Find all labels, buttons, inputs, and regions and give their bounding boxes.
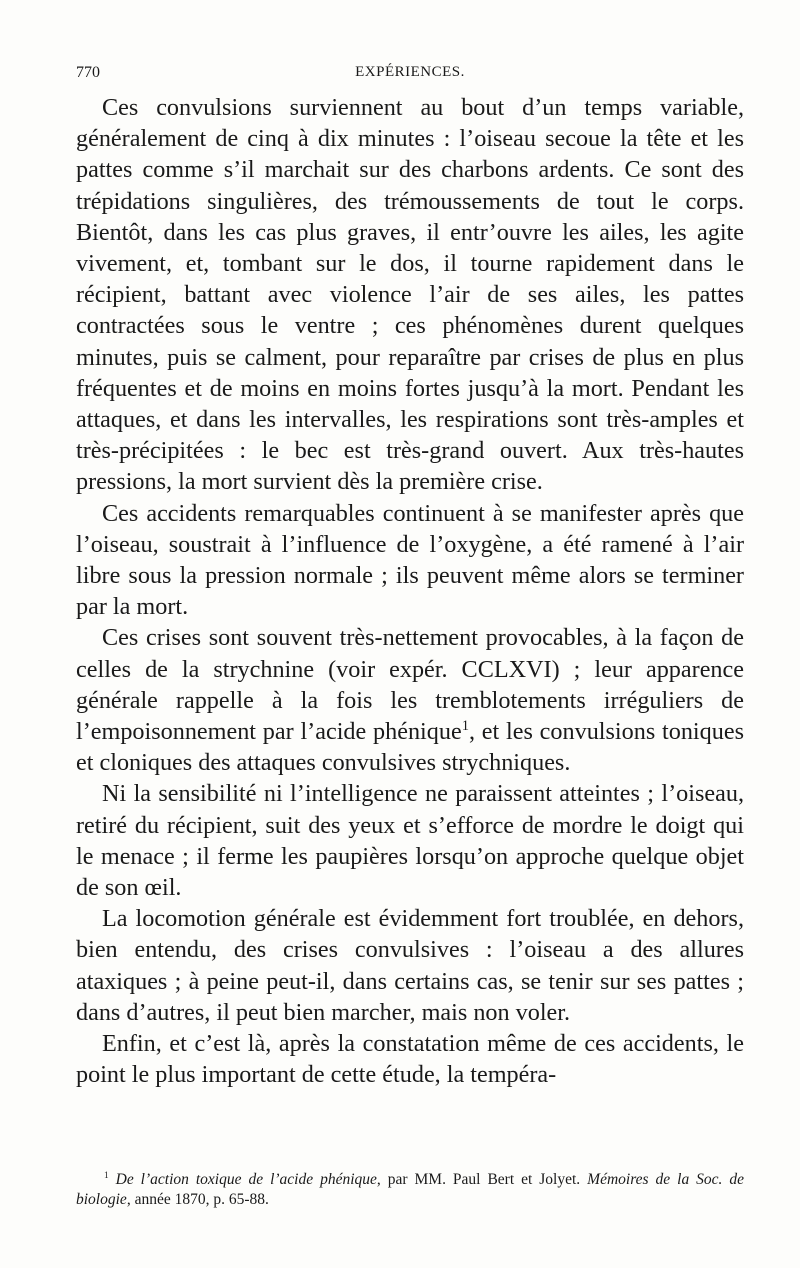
footnote-journal: Mémoires de la Soc. de biologie bbox=[76, 1171, 745, 1208]
footnote-reference: 1 bbox=[461, 718, 469, 734]
footnote-title: De l’action toxique de l’acide phénique bbox=[115, 1171, 377, 1188]
footnote-details: , année 1870, p. 65-88. bbox=[126, 1191, 269, 1208]
paragraph-sensibilite: Ni la sensibilité ni l’intelligence ne paraissent atteintes ; l’oiseau, retiré du récipient, suit des yeux et s’efforce de mordre le doigt qui le menace ; il ferme les paupières lorsqu’on approche quelque objet de son œil. bbox=[76, 780, 744, 902]
paragraph-convulsions: Ces convulsions surviennent au bout d’un temps variable, généralement de cinq à dix minutes : l’oiseau secoue la tête et les pattes comme s’il marchait sur des charbons ardents. Ce sont des trépidations singulières, des trémoussements de tout le corps. Bientôt, dans les cas plus graves, il entr’ouvre les ailes, les agite vivement, et, tombant sur le dos, il tourne rapidement dans le récipient, battant avec violence l’air de ses ailes, les pattes contractées sous le ventre ; ces phénomènes durent quelques minutes, puis se calment, pour reparaître par crises de plus en plus fréquentes et de moins en moins fortes jusqu’à la mort. Pendant les attaques, et dans les intervalles, les respirations sont très-amples et très-précipitées : le bec est très-grand ouvert. Aux très-hautes pressions, la mort survient dès la première crise. bbox=[76, 94, 744, 496]
paragraph-strychnine-text: Ces crises sont souvent très-nettement provocables, à la façon de celles de la strychnine (voir expér. CCLXVI) ; leur apparence générale rappelle à la fois les tremblotements irréguliers de l’empoisonnement par l’acide phénique bbox=[76, 624, 744, 746]
paragraph-temperature: Enfin, et c’est là, après la constatation même de ces accidents, le point le plus important de cette étude, la tempéra- bbox=[76, 1030, 744, 1089]
paragraph-locomotion: La locomotion générale est évidemment fort troublée, en dehors, bien entendu, des crises convulsives : l’oiseau a des allures ataxiques ; à peine peut-il, dans certains cas, se tenir sur ses pattes ; dans d’autres, il peut bien marcher, mais non voler. bbox=[76, 905, 744, 1026]
page-number: 770 bbox=[76, 64, 100, 81]
paragraph-strychnine bbox=[76, 622, 744, 778]
page-header bbox=[76, 64, 744, 88]
footnote-text bbox=[76, 1170, 744, 1210]
body-text bbox=[76, 92, 744, 1091]
footnote-authors: , par MM. Paul Bert et Jolyet. bbox=[376, 1171, 581, 1188]
running-head: EXPÉRIENCES. bbox=[355, 64, 465, 80]
paragraph-accidents: Ces accidents remarquables continuent à se manifester après que l’oiseau, soustrait à l’influence de l’oxygène, a été ramené à l’air libre sous la pression normale ; ils peuvent même alors se terminer par la mort. bbox=[76, 499, 744, 621]
footnote-mark: 1 bbox=[104, 1170, 109, 1181]
paragraph-strychnine-continuation: , et les convulsions toniques et cloniques des attaques convulsives strychniques. bbox=[76, 718, 744, 777]
footnote bbox=[76, 1170, 744, 1210]
